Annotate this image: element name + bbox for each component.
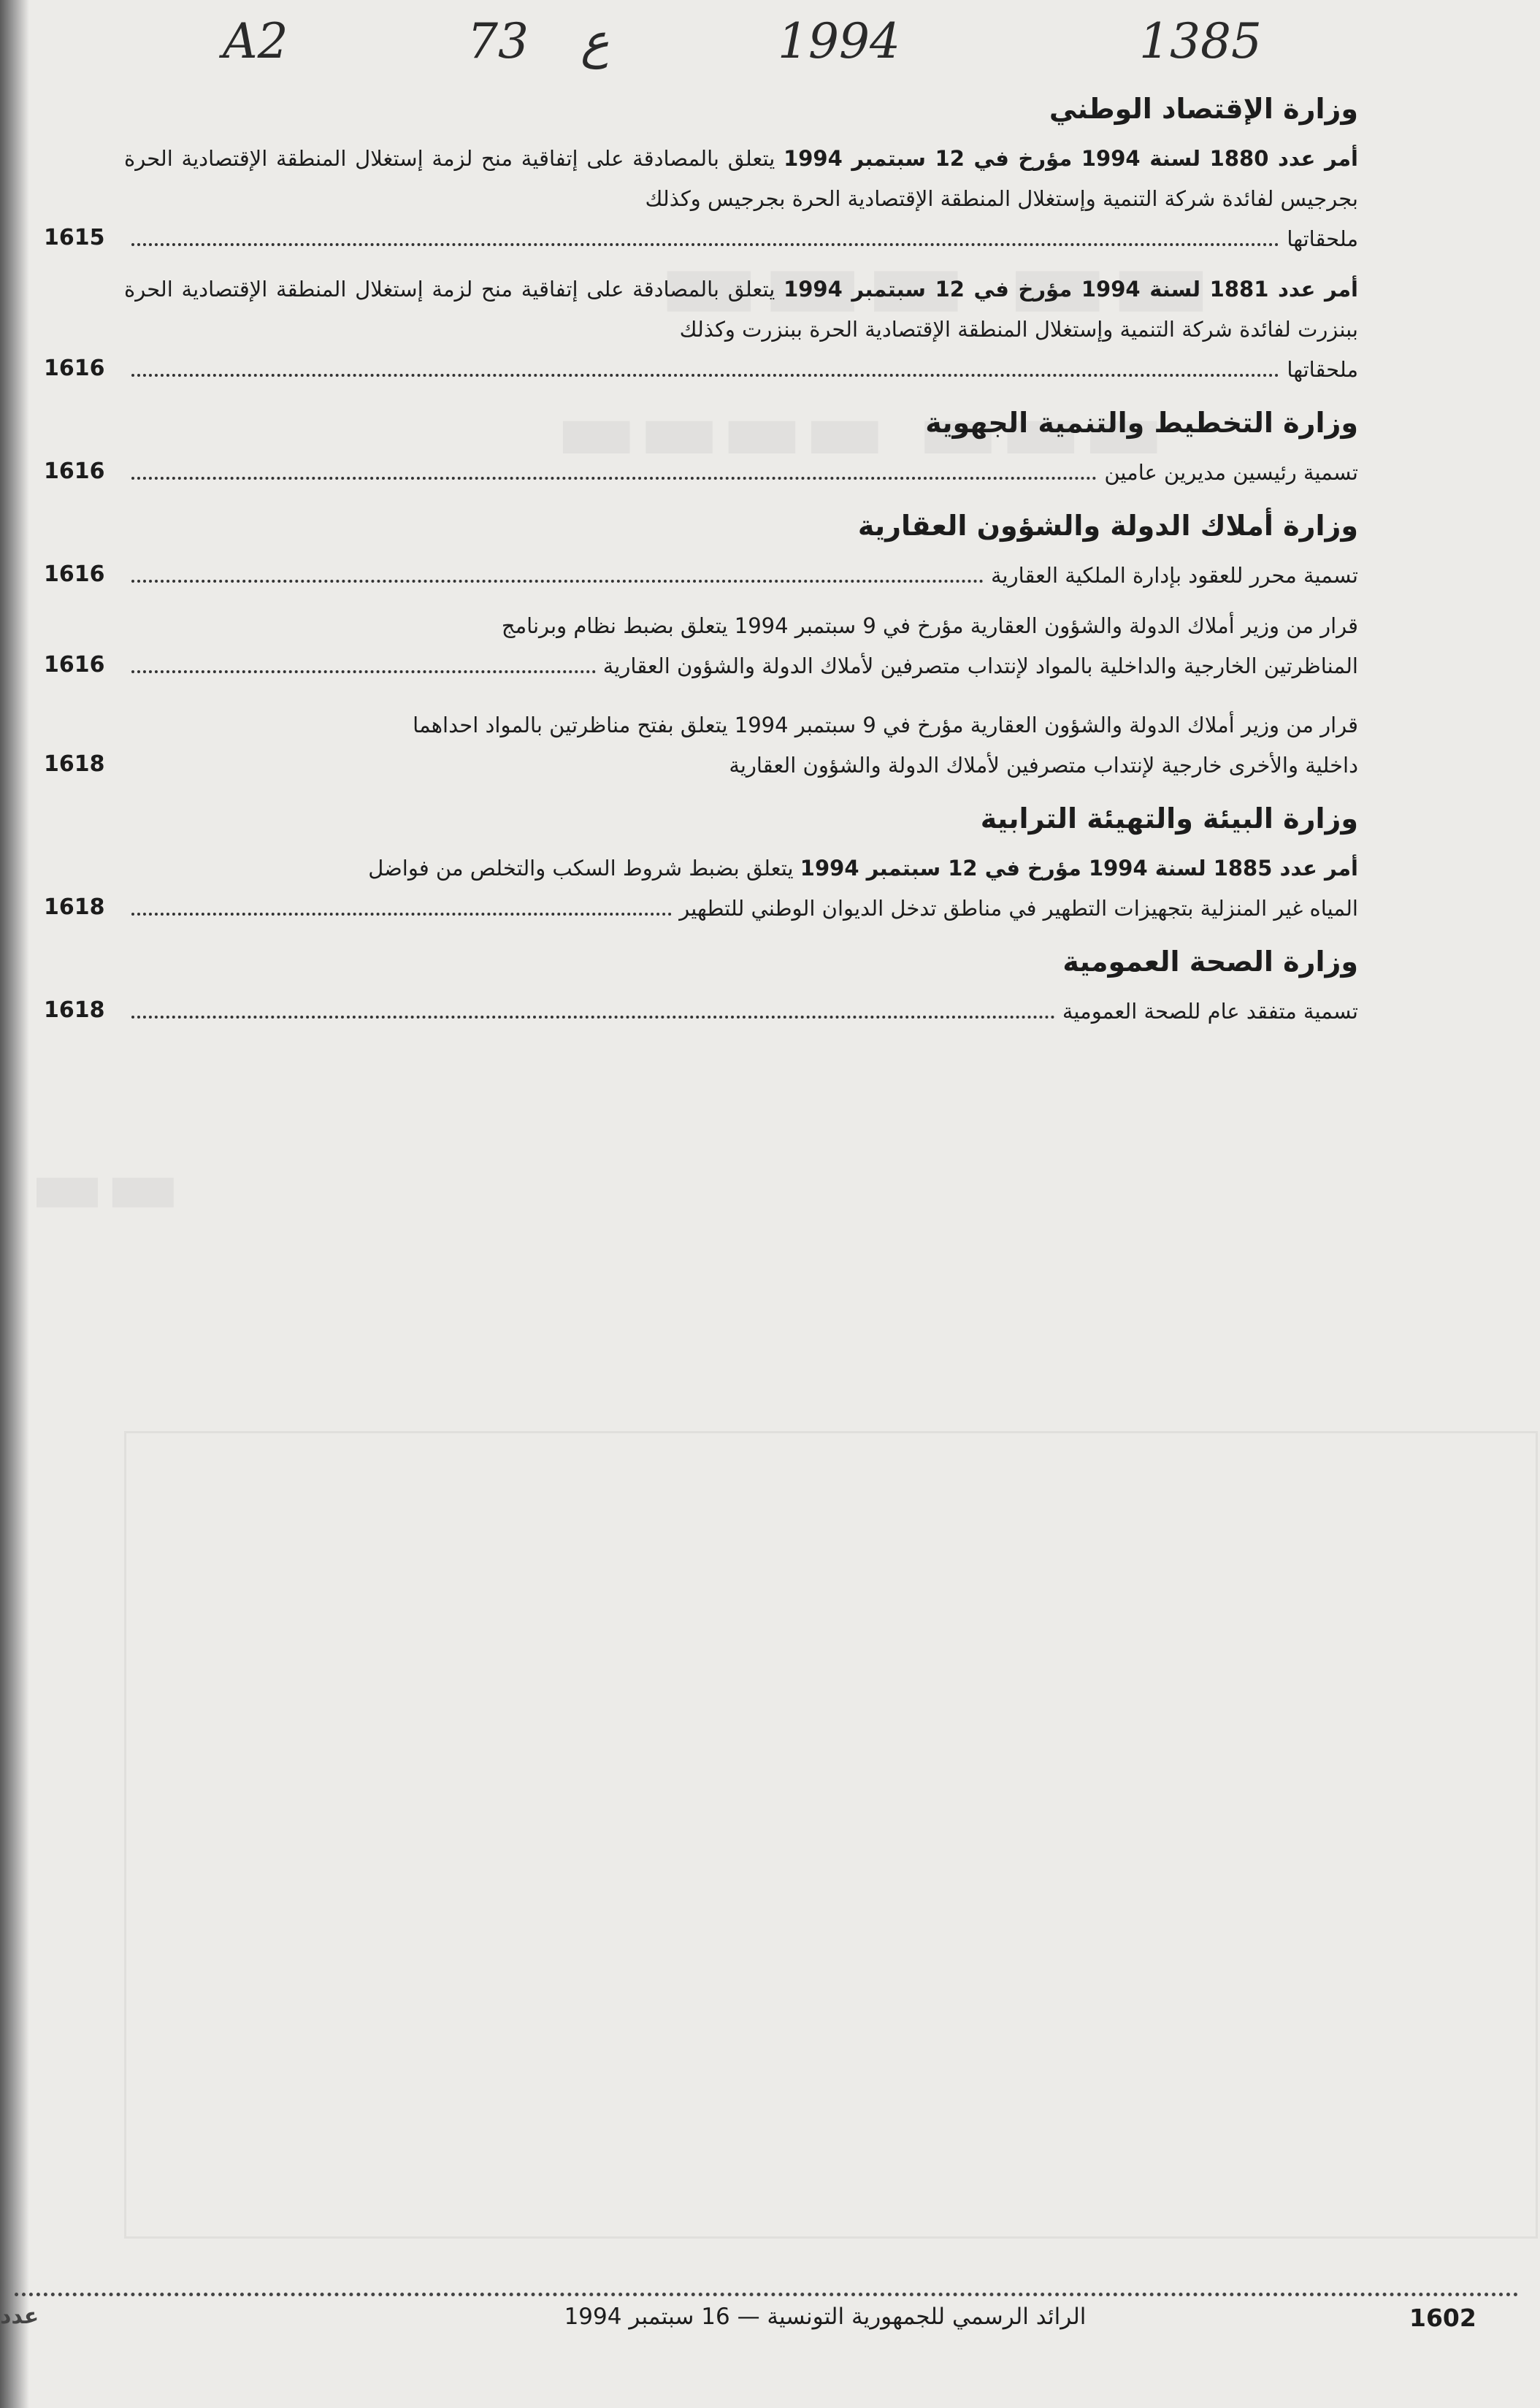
- footer-page-number: 1602: [1409, 2304, 1476, 2332]
- leader-dots: [131, 580, 984, 583]
- page-number: 1618: [44, 751, 105, 777]
- page-number: 1618: [44, 997, 105, 1023]
- leader-dots: [131, 374, 1279, 377]
- bleed-through-text: [29, 1139, 181, 1232]
- toc-entry[interactable]: [44, 848, 1358, 929]
- bleed-through-box: [124, 1431, 1538, 2239]
- page-number: 1618: [44, 894, 105, 920]
- ministry-heading: وزارة التخطيط والتنمية الجهوية: [925, 407, 1358, 439]
- decree-reference: أمر عدد 1880 لسنة 1994 مؤرخ في 12 سبتمبر 1994: [784, 146, 1358, 171]
- footer-publication-title: الرائد الرسمي للجمهورية التونسية — 16 سبتمبر 1994: [564, 2304, 1087, 2330]
- toc-entry[interactable]: [44, 992, 1358, 1032]
- page-number: 1616: [44, 459, 105, 484]
- page-number: 1616: [44, 356, 105, 381]
- leader-dots: [131, 477, 1097, 480]
- scan-edge-shadow: [0, 0, 29, 2408]
- entry-text-end: ملحقاتها: [1287, 226, 1358, 251]
- toc-entry[interactable]: [44, 269, 1358, 390]
- entry-text-end: ملحقاتها: [1287, 357, 1358, 382]
- entry-text: قرار من وزير أملاك الدولة والشؤون العقارية مؤرخ في 9 سبتمبر 1994 يتعلق بضبط نظام وبرنامج: [501, 613, 1358, 638]
- toc-entry[interactable]: [44, 705, 1358, 786]
- entry-text: يتعلق بالمصادقة على إتفاقية منح لزمة إستغلال المنطقة الإقتصادية الحرة بجرجيس لفائدة شركة التنمية وإستغلال المنطقة الإقتصادية الحرة بجرجيس وكذلك: [124, 146, 1358, 211]
- entry-text: قرار من وزير أملاك الدولة والشؤون العقارية مؤرخ في 9 سبتمبر 1994 يتعلق بفتح مناظرتين بالمواد احداهما: [413, 713, 1358, 737]
- table-of-contents: [44, 86, 1358, 1042]
- handwritten-note: 1385: [1139, 13, 1262, 69]
- handwritten-note: 1994: [778, 13, 900, 69]
- ministry-heading: وزارة الصحة العمومية: [1062, 946, 1358, 978]
- ministry-heading: وزارة أملاك الدولة والشؤون العقارية: [857, 510, 1358, 542]
- decree-reference: أمر عدد 1881 لسنة 1994 مؤرخ في 12 سبتمبر 1994: [784, 277, 1358, 302]
- ministry-heading: وزارة البيئة والتهيئة الترابية: [980, 802, 1358, 835]
- entry-text: يتعلق بضبط شروط السكب والتخلص من فواضل: [368, 856, 794, 881]
- page-number: 1616: [44, 561, 105, 587]
- handwritten-note: ع: [581, 13, 610, 69]
- leader-dots: [131, 243, 1279, 246]
- toc-entry[interactable]: [44, 556, 1358, 596]
- leader-dots: [131, 670, 596, 673]
- toc-entry[interactable]: [44, 453, 1358, 493]
- ministry-heading: وزارة الإقتصاد الوطني: [1049, 93, 1358, 125]
- footer-edge-text: عدد: [0, 2304, 39, 2329]
- entry-text-end: تسمية متفقد عام للصحة العمومية: [1062, 999, 1358, 1024]
- entry-text: يتعلق بالمصادقة على إتفاقية منح لزمة إستغلال المنطقة الإقتصادية الحرة ببنزرت لفائدة شركة التنمية وإستغلال المنطقة الإقتصادية الحرة ببنزرت وكذلك: [124, 277, 1358, 342]
- handwritten-note: 73: [467, 13, 529, 69]
- entry-text-end: تسمية رئيسين مديرين عامين: [1104, 460, 1358, 485]
- leader-dots: [131, 770, 721, 772]
- toc-entry[interactable]: [44, 139, 1358, 259]
- page-number: 1615: [44, 225, 105, 250]
- entry-text-end: المياه غير المنزلية بتجهيزات التطهير في مناطق تدخل الديوان الوطني للتطهير: [679, 896, 1358, 921]
- leader-dots: [131, 1016, 1055, 1019]
- entry-text-end: المناظرتين الخارجية والداخلية بالمواد لإنتداب متصرفين لأملاك الدولة والشؤون العقارية: [602, 653, 1358, 678]
- page-number: 1616: [44, 652, 105, 678]
- footer-divider: [15, 2293, 1519, 2296]
- decree-reference: أمر عدد 1885 لسنة 1994 مؤرخ في 12 سبتمبر 1994: [800, 856, 1358, 881]
- entry-text-end: تسمية محرر للعقود بإدارة الملكية العقارية: [990, 563, 1358, 588]
- leader-dots: [131, 913, 672, 916]
- handwritten-note: A2: [223, 13, 288, 69]
- entry-text-end: داخلية والأخرى خارجية لإنتداب متصرفين لأملاك الدولة والشؤون العقارية: [729, 753, 1358, 778]
- toc-entry[interactable]: [44, 606, 1358, 686]
